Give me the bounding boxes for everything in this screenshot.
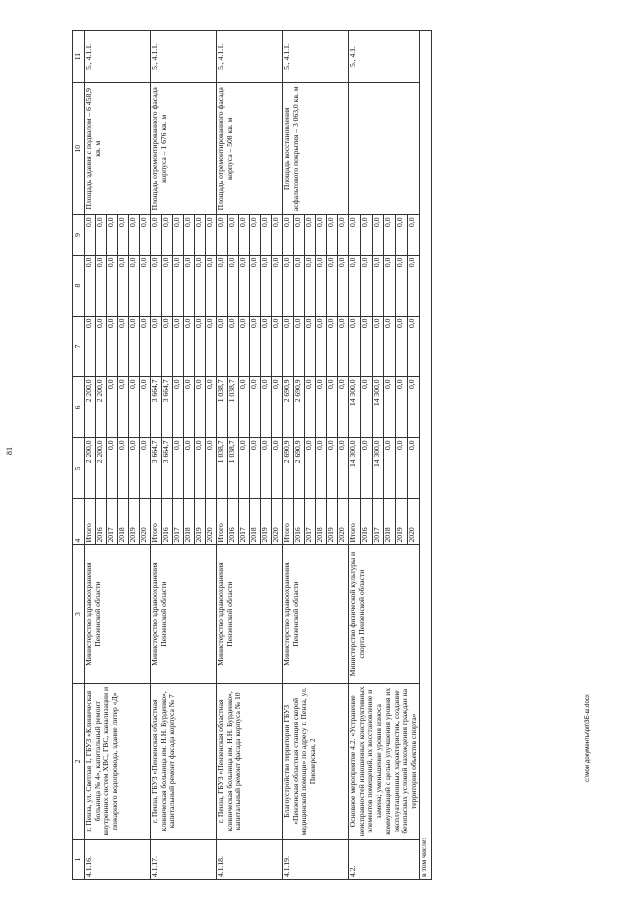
total-cell: 14 300,0 xyxy=(349,438,361,499)
federal-cell: 0,0 xyxy=(228,316,239,377)
other-cell: 0,0 xyxy=(305,215,316,255)
other-cell: 0,0 xyxy=(327,215,338,255)
entry-reference: 5., 4.1.1. xyxy=(85,31,151,83)
year-cell: Итого xyxy=(217,499,228,545)
local-cell: 0,0 xyxy=(96,255,107,316)
year-cell: 2018 xyxy=(184,499,195,545)
other-cell: 0,0 xyxy=(173,215,184,255)
other-cell: 0,0 xyxy=(195,215,206,255)
local-cell: 0,0 xyxy=(338,255,349,316)
regional-cell: 0,0 xyxy=(173,377,184,438)
footnote-row xyxy=(419,31,431,880)
col-header: 6 xyxy=(73,377,85,438)
col-header: 4 xyxy=(73,499,85,545)
federal-cell: 0,0 xyxy=(272,316,283,377)
total-cell: 1 038,7 xyxy=(228,438,239,499)
regional-cell: 3 664,7 xyxy=(151,377,162,438)
local-cell: 0,0 xyxy=(305,255,316,316)
total-cell: 0,0 xyxy=(118,438,129,499)
entry-name: г. Пенза, ГБУЗ «Пензенская областная клиническая больница им. Н.Н. Бурденко», капитальный ремонт фасада корпуса № 10 xyxy=(217,683,283,839)
entry-number: 4.1.18. xyxy=(217,839,283,879)
total-cell: 0,0 xyxy=(407,438,419,499)
regional-cell: 1 038,7 xyxy=(217,377,228,438)
entry-reference: 5., 4.1.1. xyxy=(151,31,217,83)
year-cell: 2017 xyxy=(107,499,118,545)
total-cell: 3 664,7 xyxy=(151,438,162,499)
local-cell: 0,0 xyxy=(384,255,396,316)
total-cell: 0,0 xyxy=(384,438,396,499)
regional-cell: 0,0 xyxy=(184,377,195,438)
year-cell: 2018 xyxy=(384,499,396,545)
regional-cell: 0,0 xyxy=(206,377,217,438)
other-cell: 0,0 xyxy=(151,215,162,255)
year-cell: 2016 xyxy=(294,499,305,545)
entry-total-row xyxy=(85,31,96,880)
entry-executor: Министерство физической культуры и спорта Пензенской области xyxy=(349,545,420,683)
total-cell: 0,0 xyxy=(250,438,261,499)
year-cell: Итого xyxy=(85,499,96,545)
column-numbers-row xyxy=(73,31,85,880)
regional-cell: 14 300,0 xyxy=(349,377,361,438)
federal-cell: 0,0 xyxy=(151,316,162,377)
federal-cell: 0,0 xyxy=(372,316,384,377)
federal-cell: 0,0 xyxy=(96,316,107,377)
federal-cell: 0,0 xyxy=(107,316,118,377)
total-cell: 3 664,7 xyxy=(162,438,173,499)
regional-cell: 2 690,9 xyxy=(283,377,294,438)
federal-cell: 0,0 xyxy=(384,316,396,377)
entry-result xyxy=(349,83,420,215)
other-cell: 0,0 xyxy=(396,215,408,255)
total-cell: 0,0 xyxy=(173,438,184,499)
other-cell: 0,0 xyxy=(107,215,118,255)
total-cell: 2 200,0 xyxy=(96,438,107,499)
entry-reference: 5., 4.1. xyxy=(349,31,420,83)
regional-cell: 0,0 xyxy=(250,377,261,438)
local-cell: 0,0 xyxy=(151,255,162,316)
local-cell: 0,0 xyxy=(407,255,419,316)
other-cell: 0,0 xyxy=(217,215,228,255)
other-cell: 0,0 xyxy=(261,215,272,255)
local-cell: 0,0 xyxy=(239,255,250,316)
local-cell: 0,0 xyxy=(107,255,118,316)
entry-name: г. Пенза, ГБУЗ «Пензенская областная клиническая больница им. Н.Н. Бурденко», капитальный ремонт фасада корпуса № 7 xyxy=(151,683,217,839)
federal-cell: 0,0 xyxy=(184,316,195,377)
other-cell: 0,0 xyxy=(360,215,372,255)
federal-cell: 0,0 xyxy=(118,316,129,377)
year-cell: 2017 xyxy=(305,499,316,545)
local-cell: 0,0 xyxy=(283,255,294,316)
regional-cell: 0,0 xyxy=(118,377,129,438)
entry-number: 4.1.17. xyxy=(151,839,217,879)
total-cell: 0,0 xyxy=(195,438,206,499)
regional-cell: 1 038,7 xyxy=(228,377,239,438)
other-cell: 0,0 xyxy=(272,215,283,255)
local-cell: 0,0 xyxy=(228,255,239,316)
federal-cell: 0,0 xyxy=(206,316,217,377)
year-cell: 2019 xyxy=(261,499,272,545)
year-cell: 2019 xyxy=(327,499,338,545)
regional-cell: 0,0 xyxy=(261,377,272,438)
col-header: 11 xyxy=(73,31,85,83)
regional-cell: 2 200,0 xyxy=(96,377,107,438)
entry-total-row xyxy=(151,31,162,880)
total-cell: 0,0 xyxy=(272,438,283,499)
other-cell: 0,0 xyxy=(140,215,151,255)
entry-executor: Министерство здравоохранения Пензенской области xyxy=(151,545,217,683)
other-cell: 0,0 xyxy=(162,215,173,255)
year-cell: 2020 xyxy=(140,499,151,545)
local-cell: 0,0 xyxy=(85,255,96,316)
total-cell: 0,0 xyxy=(184,438,195,499)
other-cell: 0,0 xyxy=(184,215,195,255)
entry-reference: 5., 4.1.1. xyxy=(217,31,283,83)
other-cell: 0,0 xyxy=(316,215,327,255)
year-cell: 2016 xyxy=(96,499,107,545)
federal-cell: 0,0 xyxy=(140,316,151,377)
entry-number: 4.1.19. xyxy=(283,839,349,879)
other-cell: 0,0 xyxy=(283,215,294,255)
year-cell: 2020 xyxy=(338,499,349,545)
local-cell: 0,0 xyxy=(272,255,283,316)
col-header: 1 xyxy=(73,839,85,879)
col-header: 8 xyxy=(73,255,85,316)
page-number: 81 xyxy=(5,447,14,455)
federal-cell: 0,0 xyxy=(396,316,408,377)
federal-cell: 0,0 xyxy=(327,316,338,377)
federal-cell: 0,0 xyxy=(239,316,250,377)
year-cell: 2018 xyxy=(250,499,261,545)
local-cell: 0,0 xyxy=(294,255,305,316)
federal-cell: 0,0 xyxy=(85,316,96,377)
total-cell: 2 200,0 xyxy=(85,438,96,499)
local-cell: 0,0 xyxy=(206,255,217,316)
local-cell: 0,0 xyxy=(129,255,140,316)
year-cell: 2017 xyxy=(372,499,384,545)
regional-cell: 0,0 xyxy=(140,377,151,438)
other-cell: 0,0 xyxy=(129,215,140,255)
other-cell: 0,0 xyxy=(85,215,96,255)
federal-cell: 0,0 xyxy=(173,316,184,377)
other-cell: 0,0 xyxy=(96,215,107,255)
entry-executor: Министерство здравоохранения Пензенской области xyxy=(283,545,349,683)
entry-result: Площадь отремонтированного фасада корпуса – 508 кв. м xyxy=(217,83,283,215)
local-cell: 0,0 xyxy=(250,255,261,316)
federal-cell: 0,0 xyxy=(283,316,294,377)
entry-result: Площадь отремонтированного фасада корпуса – 1 676 кв. м xyxy=(151,83,217,215)
year-cell: 2018 xyxy=(118,499,129,545)
entry-number: 4.2. xyxy=(349,839,420,879)
total-cell: 0,0 xyxy=(305,438,316,499)
entry-name: Благоустройство территории ГБУЗ «Пензенская областная станция скорой медицинской помощи» по адресу г. Пенза, ул. Пионерская, 2 xyxy=(283,683,349,839)
other-cell: 0,0 xyxy=(228,215,239,255)
federal-cell: 0,0 xyxy=(261,316,272,377)
other-cell: 0,0 xyxy=(384,215,396,255)
year-cell: 2016 xyxy=(360,499,372,545)
total-cell: 0,0 xyxy=(140,438,151,499)
year-cell: 2017 xyxy=(173,499,184,545)
col-header: 7 xyxy=(73,316,85,377)
federal-cell: 0,0 xyxy=(250,316,261,377)
total-cell: 0,0 xyxy=(206,438,217,499)
local-cell: 0,0 xyxy=(316,255,327,316)
federal-cell: 0,0 xyxy=(360,316,372,377)
entry-executor: Министерство здравоохранения Пензенской области xyxy=(85,545,151,683)
entry-number: 4.1.16. xyxy=(85,839,151,879)
local-cell: 0,0 xyxy=(173,255,184,316)
total-cell: 2 690,9 xyxy=(283,438,294,499)
total-cell: 0,0 xyxy=(129,438,140,499)
regional-cell: 14 300,0 xyxy=(372,377,384,438)
federal-cell: 0,0 xyxy=(195,316,206,377)
regional-cell: 0,0 xyxy=(327,377,338,438)
col-header: 2 xyxy=(73,683,85,839)
local-cell: 0,0 xyxy=(261,255,272,316)
entry-total-row xyxy=(349,31,361,880)
program-table xyxy=(72,30,432,880)
federal-cell: 0,0 xyxy=(162,316,173,377)
entry-name: г. Пенза, ул. Светлая 1, ГБУЗ «Клиническая больница № 4», капитальный ремонт внутренних систем ХВС, ГВС, канализации и пожарного водопровода, здание литер «Д» xyxy=(85,683,151,839)
entry-name: Основное мероприятие 4.2. «Устранение неисправностей изношенных конструктивных элементов помещений, их восстановление и замена; уменьшение уровня износа коммуникаций с целью улучшения уровня их эксплуатационных характеристик, создание безопасных условий нахождения граждан на территории объектов спорта» xyxy=(349,683,420,839)
entry-result: Площадь здания с подвалом – 6 458,9 кв. м xyxy=(85,83,151,215)
local-cell: 0,0 xyxy=(372,255,384,316)
year-cell: 2019 xyxy=(396,499,408,545)
entry-total-row xyxy=(283,31,294,880)
local-cell: 0,0 xyxy=(195,255,206,316)
year-cell: 2018 xyxy=(316,499,327,545)
year-cell: 2016 xyxy=(162,499,173,545)
regional-cell: 3 664,7 xyxy=(162,377,173,438)
total-cell: 0,0 xyxy=(360,438,372,499)
regional-cell: 2 690,9 xyxy=(294,377,305,438)
federal-cell: 0,0 xyxy=(305,316,316,377)
local-cell: 0,0 xyxy=(396,255,408,316)
other-cell: 0,0 xyxy=(407,215,419,255)
other-cell: 0,0 xyxy=(294,215,305,255)
regional-cell: 0,0 xyxy=(195,377,206,438)
regional-cell: 0,0 xyxy=(239,377,250,438)
footnote-cell: в том числе: xyxy=(419,31,431,880)
entry-reference: 5., 4.1.1. xyxy=(283,31,349,83)
other-cell: 0,0 xyxy=(118,215,129,255)
other-cell: 0,0 xyxy=(372,215,384,255)
local-cell: 0,0 xyxy=(162,255,173,316)
col-header: 3 xyxy=(73,545,85,683)
entry-total-row xyxy=(217,31,228,880)
federal-cell: 0,0 xyxy=(407,316,419,377)
year-cell: 2019 xyxy=(195,499,206,545)
federal-cell: 0,0 xyxy=(294,316,305,377)
col-header: 9 xyxy=(73,215,85,255)
year-cell: 2020 xyxy=(407,499,419,545)
other-cell: 0,0 xyxy=(206,215,217,255)
other-cell: 0,0 xyxy=(349,215,361,255)
total-cell: 1 038,7 xyxy=(217,438,228,499)
year-cell: Итого xyxy=(349,499,361,545)
col-header: 10 xyxy=(73,83,85,215)
year-cell: Итого xyxy=(283,499,294,545)
regional-cell: 0,0 xyxy=(407,377,419,438)
footer-file-path: c:\мои документы\рп\ЗЕ-ш.docx xyxy=(585,694,591,782)
regional-cell: 0,0 xyxy=(316,377,327,438)
entry-result: Площадь восстановления асфальтового покрытия – 3 063,0 кв. м xyxy=(283,83,349,215)
other-cell: 0,0 xyxy=(250,215,261,255)
entry-executor: Министерство здравоохранения Пензенской области xyxy=(217,545,283,683)
regional-cell: 0,0 xyxy=(305,377,316,438)
col-header: 5 xyxy=(73,438,85,499)
landscape-sheet xyxy=(72,30,592,880)
regional-cell: 0,0 xyxy=(338,377,349,438)
year-cell: 2020 xyxy=(206,499,217,545)
total-cell: 0,0 xyxy=(338,438,349,499)
regional-cell: 0,0 xyxy=(384,377,396,438)
year-cell: 2017 xyxy=(239,499,250,545)
year-cell: 2019 xyxy=(129,499,140,545)
local-cell: 0,0 xyxy=(327,255,338,316)
federal-cell: 0,0 xyxy=(217,316,228,377)
local-cell: 0,0 xyxy=(217,255,228,316)
total-cell: 0,0 xyxy=(327,438,338,499)
federal-cell: 0,0 xyxy=(316,316,327,377)
local-cell: 0,0 xyxy=(360,255,372,316)
year-cell: Итого xyxy=(151,499,162,545)
local-cell: 0,0 xyxy=(118,255,129,316)
local-cell: 0,0 xyxy=(184,255,195,316)
other-cell: 0,0 xyxy=(338,215,349,255)
federal-cell: 0,0 xyxy=(338,316,349,377)
regional-cell: 0,0 xyxy=(129,377,140,438)
local-cell: 0,0 xyxy=(140,255,151,316)
total-cell: 0,0 xyxy=(396,438,408,499)
year-cell: 2016 xyxy=(228,499,239,545)
regional-cell: 0,0 xyxy=(360,377,372,438)
year-cell: 2020 xyxy=(272,499,283,545)
regional-cell: 0,0 xyxy=(272,377,283,438)
local-cell: 0,0 xyxy=(349,255,361,316)
regional-cell: 0,0 xyxy=(396,377,408,438)
federal-cell: 0,0 xyxy=(349,316,361,377)
other-cell: 0,0 xyxy=(239,215,250,255)
total-cell: 2 690,9 xyxy=(294,438,305,499)
total-cell: 0,0 xyxy=(107,438,118,499)
regional-cell: 2 200,0 xyxy=(85,377,96,438)
total-cell: 0,0 xyxy=(239,438,250,499)
total-cell: 14 300,0 xyxy=(372,438,384,499)
total-cell: 0,0 xyxy=(316,438,327,499)
total-cell: 0,0 xyxy=(261,438,272,499)
regional-cell: 0,0 xyxy=(107,377,118,438)
federal-cell: 0,0 xyxy=(129,316,140,377)
